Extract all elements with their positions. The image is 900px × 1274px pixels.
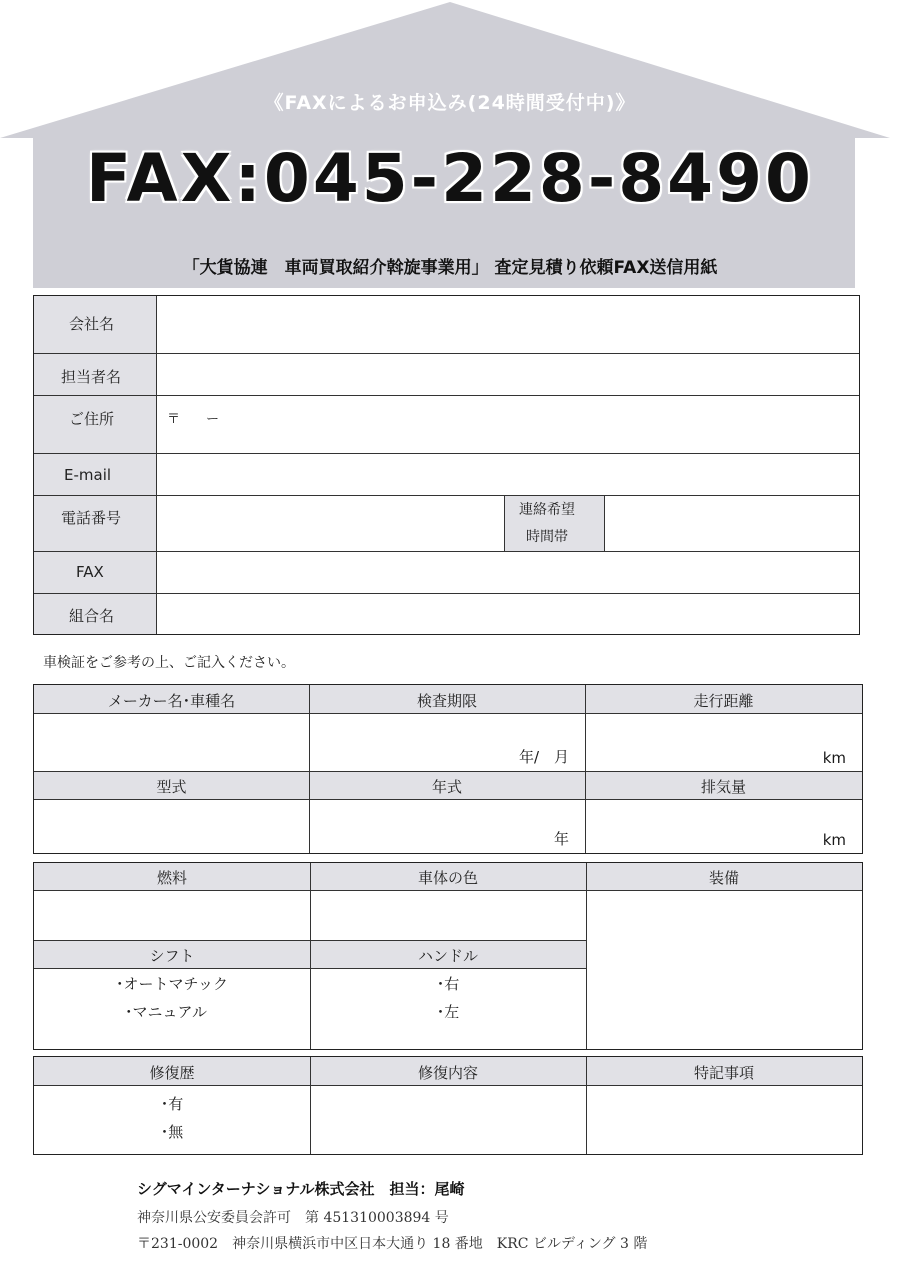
vehicle-table xyxy=(33,684,863,854)
fax-number: FAX:045-228-8490 xyxy=(86,140,814,217)
special-notes-label: 特記事項 xyxy=(693,1064,754,1082)
email-input[interactable] xyxy=(157,454,859,495)
displacement-label: 排気量 xyxy=(700,778,746,796)
color-input[interactable] xyxy=(311,891,586,940)
contact-time-label-2: 時間帯 xyxy=(526,529,568,545)
maker-label: メーカー名･車種名 xyxy=(107,692,236,710)
person-label: 担当者名 xyxy=(61,368,122,386)
spec-table xyxy=(33,862,863,1050)
company-input[interactable] xyxy=(157,296,859,353)
fax-label: FAX xyxy=(76,563,104,581)
shift-auto-option[interactable]: ･オートマチック xyxy=(115,975,229,993)
displacement-input[interactable] xyxy=(586,800,862,853)
special-notes-input[interactable] xyxy=(587,1086,862,1154)
year-label: 年式 xyxy=(431,778,462,796)
company-label: 会社名 xyxy=(69,315,115,333)
phone-label: 電話番号 xyxy=(61,509,122,527)
mileage-input[interactable] xyxy=(586,714,862,771)
header-subtitle: 《FAXによるお申込み(24時間受付中)》 xyxy=(264,92,636,114)
contact-form-table xyxy=(33,295,860,635)
inspection-input[interactable] xyxy=(310,714,585,771)
year-input[interactable] xyxy=(310,800,585,853)
shift-label: シフト xyxy=(149,947,195,965)
repair-content-label: 修復内容 xyxy=(417,1064,478,1082)
repair-no-option[interactable]: ･無 xyxy=(160,1123,184,1141)
displacement-unit: km xyxy=(822,831,846,849)
address-input[interactable] xyxy=(157,396,859,453)
model-input[interactable] xyxy=(34,800,309,853)
handle-left-option[interactable]: ･左 xyxy=(436,1003,460,1021)
postal-mark: 〒 ー xyxy=(167,412,220,427)
repair-history-label: 修復歴 xyxy=(149,1064,195,1082)
equipment-input[interactable] xyxy=(587,891,862,1049)
union-input[interactable] xyxy=(157,594,859,634)
instruction-note: 車検証をご参考の上、ご記入ください。 xyxy=(43,655,295,671)
fax-input[interactable] xyxy=(157,552,859,593)
fuel-input[interactable] xyxy=(34,891,310,940)
color-label: 車体の色 xyxy=(417,869,478,887)
footer-company: シグマインターナショナル株式会社 担当：尾崎 xyxy=(137,1180,465,1198)
handle-right-option[interactable]: ･右 xyxy=(436,975,460,993)
fuel-label: 燃料 xyxy=(156,869,187,887)
mileage-label: 走行距離 xyxy=(693,692,754,710)
inspection-label: 検査期限 xyxy=(416,692,477,710)
equipment-label: 装備 xyxy=(708,869,739,887)
mileage-unit: km xyxy=(822,749,846,767)
union-label: 組合名 xyxy=(69,607,115,625)
repair-table xyxy=(33,1056,863,1155)
contact-time-input[interactable] xyxy=(605,496,859,551)
footer-license: 神奈川県公安委員会許可 第 451310003894 号 xyxy=(137,1210,449,1226)
model-label: 型式 xyxy=(156,778,187,796)
inspection-unit: 年/ 月 xyxy=(518,748,569,766)
shift-manual-option[interactable]: ･マニュアル xyxy=(125,1003,207,1021)
email-label: E-mail xyxy=(64,466,112,484)
form-title: 「大貨協連 車両買取紹介斡旋事業用」 査定見積り依頼FAX送信用紙 xyxy=(182,258,718,278)
footer-address: 〒231-0002 神奈川県横浜市中区日本大通り 18 番地 KRC ビルディング 3 階 xyxy=(137,1236,648,1252)
contact-time-label-1: 連絡希望 xyxy=(519,502,575,518)
handle-label: ハンドル xyxy=(417,947,478,965)
address-label: ご住所 xyxy=(69,410,115,428)
year-unit: 年 xyxy=(553,830,569,848)
repair-yes-option[interactable]: ･有 xyxy=(160,1095,184,1113)
repair-content-input[interactable] xyxy=(311,1086,586,1154)
phone-input[interactable] xyxy=(157,496,504,551)
person-input[interactable] xyxy=(157,354,859,395)
label-column-bg xyxy=(34,296,156,634)
maker-input[interactable] xyxy=(34,714,309,771)
